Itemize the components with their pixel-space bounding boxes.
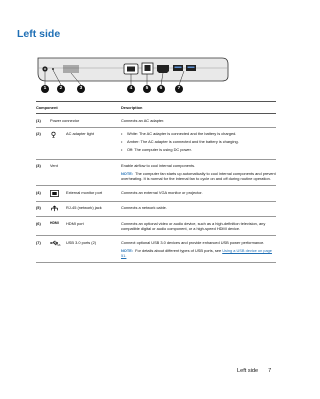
component-label: Power connector <box>50 117 80 123</box>
component-label: AC adapter light <box>66 131 94 137</box>
usb-3-port-icon <box>50 240 66 258</box>
component-description: Connects an optional video or audio device, such as a high-definition television, any compatible digital or audio component, or a high-speed HDMI device. <box>121 220 266 232</box>
hdmi-port-icon: HDMI <box>50 220 59 225</box>
table-header <box>36 101 276 114</box>
table-row <box>36 236 276 263</box>
ac-adapter-light-icon <box>50 131 66 154</box>
list-item: • Amber: The AC adapter is connected and the battery is charging. <box>121 139 239 145</box>
table-row <box>36 202 276 218</box>
components-table <box>36 101 276 263</box>
list-item: • White: The AC adapter is connected and the battery is charged. <box>121 131 237 137</box>
row-number: (1) <box>36 117 41 123</box>
row-number: (6) <box>36 220 41 226</box>
component-label: RJ-45 (network) jack <box>66 205 102 211</box>
callout-7: 7 <box>175 85 183 93</box>
component-description: Connects an AC adapter. <box>121 117 165 123</box>
callout-4: 4 <box>127 85 135 93</box>
row-number: (5) <box>36 205 41 211</box>
row-number: (2) <box>36 131 41 137</box>
component-description: Connect optional USB 3.0 devices and provide enhanced USB power performance. NOTE: For details about different types of USB ports, see Using a USB device on page 51. <box>121 240 276 258</box>
callout-3: 3 <box>77 85 85 93</box>
table-row <box>36 128 276 160</box>
row-number: (3) <box>36 163 41 169</box>
rj45-network-jack-icon <box>50 205 66 212</box>
note: NOTE: The computer fan starts up automatically to cool internal components and prevent overheating. It is normal for the internal fan to cycle on and off during routine operation. <box>121 170 276 182</box>
note: NOTE: For details about different types of USB ports, see Using a USB device on page 51. <box>121 247 272 258</box>
component-description: Enable airflow to cool internal components. NOTE: The computer fan starts up automatically to cool internal components and prevent overheating. It is normal for the internal fan to cycle on and off during routine operation. <box>121 163 276 182</box>
table-row <box>36 186 276 202</box>
component-label: Vent <box>50 163 58 169</box>
table-row <box>36 114 276 128</box>
callout-6: 6 <box>157 85 165 93</box>
page-title: Left side <box>17 28 61 40</box>
component-label: USB 3.0 ports (2) <box>66 239 97 245</box>
usb-device-link[interactable]: Using a USB device on page 51. <box>121 247 272 258</box>
component-description <box>121 131 276 154</box>
external-monitor-port-icon <box>50 190 66 197</box>
component-label: External monitor port <box>66 189 103 195</box>
component-label: HDMI port <box>66 220 84 226</box>
callout-2: 2 <box>57 85 65 93</box>
table-row <box>36 217 276 236</box>
list-item: • Off: The computer is using DC power. <box>121 146 192 152</box>
footer-section: Left side <box>237 368 259 374</box>
component-header: Component <box>36 105 58 110</box>
description-header: Description <box>121 105 143 110</box>
row-number: (4) <box>36 189 41 195</box>
callout-1: 1 <box>41 85 49 93</box>
page-footer <box>237 368 271 374</box>
component-description: Connects a network cable. <box>121 205 167 211</box>
laptop-left-side-figure <box>36 54 230 94</box>
row-number: (7) <box>36 239 41 245</box>
table-row <box>36 160 276 187</box>
svg-text:SS: SS <box>57 243 61 247</box>
page-number: 7 <box>268 368 272 374</box>
component-description: Connects an external VGA monitor or projector. <box>121 189 203 195</box>
callout-5: 5 <box>143 85 151 93</box>
